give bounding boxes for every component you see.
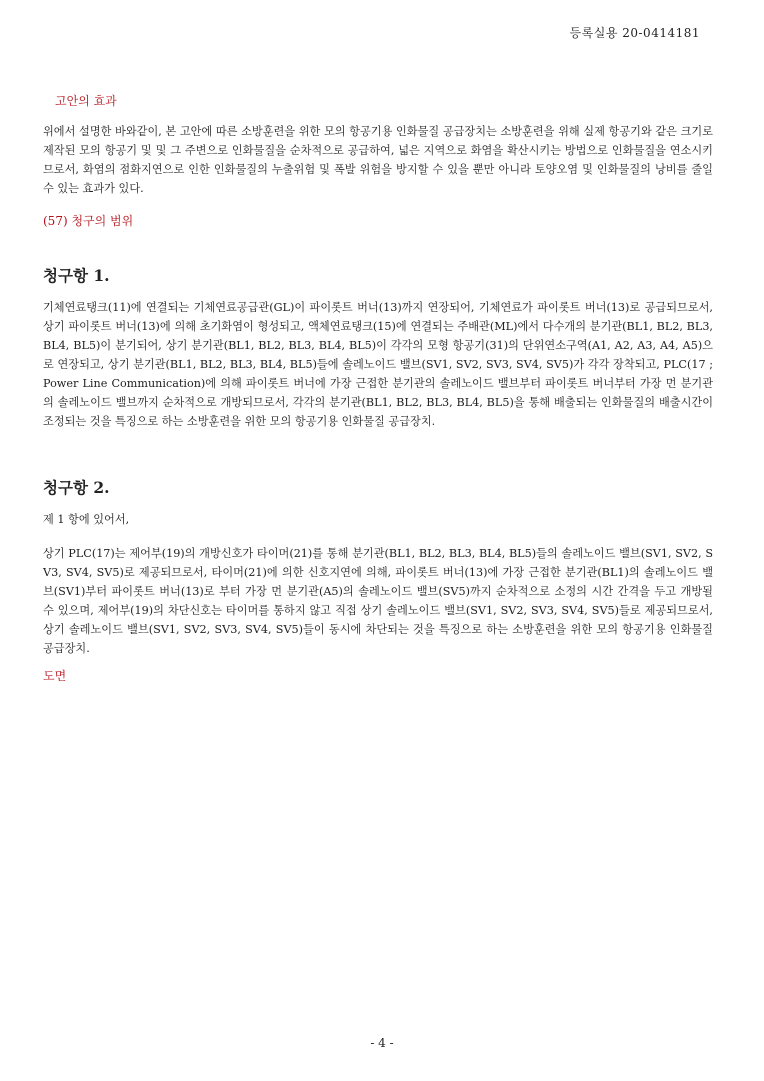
claim-2-title: 청구항 2. [43, 478, 110, 497]
registration-number: 등록실용 20-0414181 [569, 26, 700, 40]
claims-section-title: (57) 청구의 범위 [43, 214, 134, 228]
claim-1-title: 청구항 1. [43, 266, 110, 285]
effect-section-title: 고안의 효과 [55, 94, 117, 108]
claim-2-body: 상기 PLC(17)는 제어부(19)의 개방신호가 타이머(21)를 통해 분기관(BL1, BL2, BL3, BL4, BL5)들의 솔레노이드 밸브(SV1, SV2, SV3, SV4, SV5)로 제공되므로서, 타이머(21)에 의한 신호지연에 의해, 파이롯트 버너(13)에 가장 근접한 분기관(BL1)의 솔레노이드 밸브(SV1)부터 파이롯트 버너(13)로 부터 가장 먼 분기관(A5)의 솔레노이드 밸브(SV5)까지 순차적으로 소정의 시간 간격을 두고 개방될 수 있으며, 제어부(19)의 차단신호는 타이머를 통하지 않고 직접 상기 솔레노이드 밸브(SV1, SV2, SV3, SV4, SV5)들로 제공되므로서, 상기 솔레노이드 밸브(SV1, SV2, SV3, SV4, SV5)들이 동시에 차단되는 것을 특징으로 하는 소방훈련을 위한 모의 항공기용 인화물질 공급장치. [43, 547, 713, 655]
claim-2-intro: 제 1 항에 있어서, [43, 513, 130, 526]
page-number: - 4 - [370, 1036, 394, 1050]
effect-section-body: 위에서 설명한 바와같이, 본 고안에 따른 소방훈련을 위한 모의 항공기용 인화물질 공급장치는 소방훈련을 위해 실제 항공기와 같은 크기로 제작된 모의 항공기 및 및 그 주변으로 인화물질을 순차적으로 공급하여, 넓은 지역으로 화염을 확산시키는 방법으로 인화물질을 연소시키므로서, 화염의 점화지연으로 인한 인화물질의 누출위험 및 폭발 위험을 방지할 수 있을 뿐만 아니라 토양오염 및 인화물질의 낭비를 줄일 수 있는 효과가 있다. [43, 125, 713, 195]
drawings-section-title: 도면 [43, 669, 67, 683]
claim-1-body: 기체연료탱크(11)에 연결되는 기체연료공급관(GL)이 파이롯트 버너(13)까지 연장되어, 기체연료가 파이롯트 버너(13)로 공급되므로서, 상기 파이롯트 버너(13)에 의해 초기화염이 형성되고, 액체연료탱크(15)에 연결되는 주배관(ML)에서 다수개의 분기관(BL1, BL2, BL3, BL4, BL5)이 분기되어, 상기 분기관(BL1, BL2, BL3, BL4, BL5)이 각각의 모형 항공기(31)의 단위연소구역(A1, A2, A3, A4, A5)으로 연장되고, 상기 분기관(BL1, BL2, BL3, BL4, BL5)들에 솔레노이드 밸브(SV1, SV2, SV3, SV4, SV5)가 각각 장착되고, PLC(17 ; Power Line Communication)에 의해 파이롯트 버너에 가장 근접한 분기관의 솔레노이드 밸브부터 파이롯트 버너부터 가장 먼 분기관의 솔레노이드 밸브까지 순차적으로 개방되므로서, 각각의 분기관(BL1, BL2, BL3, BL4, BL5)을 통해 배출되는 인화물질의 배출시간이 조정되는 것을 특징으로 하는 소방훈련을 위한 모의 항공기용 인화물질 공급장치. [43, 301, 713, 428]
